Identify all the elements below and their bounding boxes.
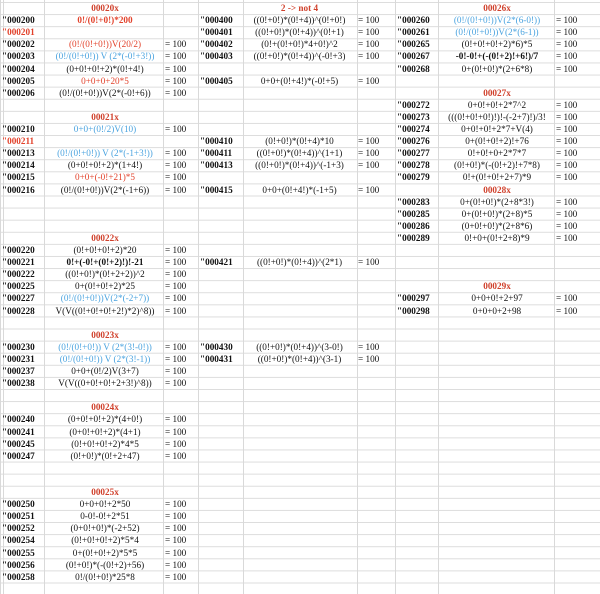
result-cell[interactable]: = 100 bbox=[358, 51, 380, 62]
row-id-cell[interactable]: "000214 bbox=[2, 160, 35, 171]
group-header: 00027x bbox=[483, 87, 511, 98]
result-cell[interactable]: = 100 bbox=[556, 51, 578, 62]
result-cell[interactable]: = 100 bbox=[165, 184, 187, 195]
expression-cell[interactable]: 0!+(0!+0!+2+7)*9 bbox=[462, 172, 532, 183]
row-id-cell[interactable]: "000274 bbox=[397, 124, 430, 134]
result-cell[interactable]: = 100 bbox=[556, 208, 578, 219]
group-header: 00023x bbox=[91, 329, 119, 340]
result-cell[interactable]: = 100 bbox=[165, 571, 187, 582]
expression-cell[interactable]: 0+0!+0!+2*7^2 bbox=[467, 99, 527, 110]
row-id-cell[interactable]: "000222 bbox=[2, 269, 35, 280]
result-cell[interactable]: = 100 bbox=[165, 450, 187, 461]
table-row bbox=[2, 353, 205, 365]
row-id-cell[interactable]: "000204 bbox=[2, 63, 35, 74]
gridline bbox=[395, 0, 396, 594]
result-cell[interactable]: = 100 bbox=[358, 341, 380, 352]
result-cell[interactable]: = 100 bbox=[165, 414, 187, 425]
expression-cell[interactable]: 0+0+0!+2*50 bbox=[79, 499, 131, 510]
table-row bbox=[200, 63, 398, 75]
expression-cell[interactable]: (0!/(0!+0!))V(2*(-2+7)) bbox=[60, 293, 150, 304]
table-row bbox=[2, 559, 205, 571]
row-id-cell[interactable]: "000265 bbox=[397, 39, 430, 50]
result-cell[interactable]: = 100 bbox=[165, 438, 187, 449]
result-cell[interactable]: = 100 bbox=[556, 63, 578, 74]
expression-cell[interactable]: (0!+0!)*(-(0!+2)!+7*8) bbox=[454, 160, 540, 171]
table-row bbox=[397, 111, 596, 123]
table-row bbox=[2, 159, 205, 171]
table-row bbox=[397, 208, 596, 220]
result-cell[interactable]: = 100 bbox=[556, 136, 578, 147]
table-row bbox=[2, 63, 205, 75]
expression-cell[interactable]: ((0!+0!)*(0!+4))^(2*1) bbox=[256, 257, 343, 268]
row-id-cell[interactable]: "000225 bbox=[2, 281, 35, 292]
table-row bbox=[2, 413, 205, 425]
result-cell[interactable]: = 100 bbox=[556, 27, 578, 38]
row-id-cell[interactable]: "000228 bbox=[2, 305, 35, 316]
result-cell[interactable]: = 100 bbox=[165, 63, 187, 74]
row-id-cell[interactable]: "000298 bbox=[397, 305, 430, 316]
result-cell[interactable]: = 100 bbox=[165, 547, 187, 558]
row-id-cell[interactable]: "000202 bbox=[2, 39, 35, 50]
group-header: 00024x bbox=[91, 402, 119, 413]
row-id-cell[interactable]: "000272 bbox=[397, 99, 430, 110]
expression-cell[interactable]: 0+0+(0!/2)V(3+7) bbox=[71, 366, 139, 376]
table-row bbox=[2, 50, 205, 62]
table-row bbox=[397, 147, 596, 159]
group-header: 00025x bbox=[91, 487, 119, 497]
expression-cell[interactable]: (0+0!+0!+2)*(4+1) bbox=[69, 426, 141, 437]
result-cell[interactable]: = 100 bbox=[165, 499, 187, 510]
table-row bbox=[2, 268, 205, 280]
row-id-cell[interactable]: "000415 bbox=[200, 184, 233, 195]
row-id-cell[interactable]: "000203 bbox=[2, 51, 35, 62]
expression-cell[interactable]: ((0!+0!)*(0!+4))^(0!+0!) bbox=[253, 15, 346, 26]
row-id-cell[interactable]: "000205 bbox=[2, 75, 35, 86]
gridline bbox=[243, 0, 244, 594]
table-row bbox=[2, 534, 205, 546]
expression-cell[interactable]: V(V((0+0!+0!+2+3!)^8)) bbox=[58, 378, 152, 389]
expression-cell[interactable]: (0!/(0!+0!)) V (2*(-1+3!)) bbox=[57, 148, 153, 159]
table-row bbox=[200, 14, 398, 26]
row-id-cell[interactable]: "000410 bbox=[200, 136, 233, 147]
result-cell[interactable]: = 100 bbox=[165, 341, 187, 352]
group-header: 00029x bbox=[483, 281, 511, 292]
expression-cell[interactable]: -0!-0!+(-(0!+2)!+6!)/7 bbox=[455, 51, 539, 62]
row-id-cell[interactable]: "000421 bbox=[200, 257, 233, 268]
row-id-cell[interactable]: "000411 bbox=[200, 148, 233, 159]
result-cell[interactable]: = 100 bbox=[358, 353, 380, 364]
result-cell[interactable]: = 100 bbox=[165, 172, 187, 183]
row-id-cell[interactable]: "000289 bbox=[397, 232, 430, 243]
result-cell[interactable]: = 100 bbox=[358, 15, 380, 26]
row-id-cell[interactable]: "000400 bbox=[200, 15, 233, 26]
table-row bbox=[2, 571, 205, 583]
table-row bbox=[2, 135, 205, 147]
result-cell[interactable]: = 100 bbox=[358, 148, 380, 159]
expression-cell[interactable]: (0!+0!+0!+2)*4*5 bbox=[71, 438, 139, 449]
row-id-cell[interactable]: "000273 bbox=[397, 111, 430, 122]
row-id-cell[interactable]: "000430 bbox=[200, 341, 233, 352]
result-cell[interactable]: = 100 bbox=[165, 245, 187, 255]
row-id-cell[interactable]: "000215 bbox=[2, 172, 35, 183]
table-row bbox=[2, 522, 205, 534]
row-id-cell[interactable]: "000238 bbox=[2, 378, 35, 389]
result-cell[interactable]: = 100 bbox=[556, 172, 578, 183]
group-header: 00028x bbox=[483, 184, 511, 195]
table-row bbox=[2, 341, 205, 353]
result-cell[interactable]: = 100 bbox=[165, 281, 187, 292]
table-row bbox=[2, 38, 205, 50]
expression-cell[interactable]: (0+0!+0!+2)*(0!+4!) bbox=[66, 63, 144, 74]
group-header: 2 -> not 4 bbox=[280, 3, 319, 13]
expression-cell[interactable]: 0+(0!+0!)*(2+8)*5 bbox=[461, 208, 533, 219]
group-header: 00022x bbox=[91, 232, 119, 243]
expression-cell[interactable]: (0!/(0!+0!))V(20/2) bbox=[68, 39, 142, 50]
table-row bbox=[397, 26, 596, 38]
result-cell[interactable]: = 100 bbox=[165, 51, 187, 62]
row-id-cell[interactable]: "000230 bbox=[2, 341, 35, 352]
expression-cell[interactable]: 0+0!+0!+2*7+V(4) bbox=[461, 124, 533, 134]
result-cell[interactable]: = 100 bbox=[358, 75, 380, 86]
table-row bbox=[397, 196, 596, 208]
expression-cell[interactable]: 0+0+(0!/2)V(10) bbox=[73, 124, 137, 134]
table-row bbox=[2, 26, 205, 38]
expression-cell[interactable]: 0+(0!+0!+2)*25 bbox=[75, 281, 135, 292]
row-id-cell[interactable]: "000402 bbox=[200, 39, 233, 50]
expression-cell[interactable]: (0!/(0!+0!)) V (2*(-0!+3!)) bbox=[55, 51, 155, 62]
table-row bbox=[397, 99, 596, 111]
result-cell[interactable]: = 100 bbox=[556, 15, 578, 26]
expression-cell[interactable]: (0!/(0!+0!))V(2*(-1+6)) bbox=[60, 184, 150, 195]
table-row bbox=[2, 280, 205, 292]
result-cell[interactable]: = 100 bbox=[358, 136, 380, 147]
result-cell[interactable]: = 100 bbox=[358, 27, 380, 38]
table-row bbox=[200, 75, 398, 87]
row-id-cell[interactable]: "000256 bbox=[2, 559, 35, 570]
table-row bbox=[200, 26, 398, 38]
row-id-cell[interactable]: "000258 bbox=[2, 571, 35, 582]
expression-cell[interactable]: 0+(0!+0!+2)!+76 bbox=[465, 136, 529, 147]
result-cell[interactable]: = 100 bbox=[165, 559, 187, 570]
expression-cell[interactable]: 0!+0+(0!+2+8)*9 bbox=[464, 232, 530, 243]
row-id-cell[interactable]: "000220 bbox=[2, 245, 35, 255]
table-row bbox=[397, 159, 596, 171]
result-cell[interactable]: = 100 bbox=[165, 511, 187, 522]
table-row bbox=[397, 38, 596, 50]
row-id-cell[interactable]: "000221 bbox=[2, 257, 35, 268]
row-id-cell[interactable]: "000276 bbox=[397, 136, 430, 147]
result-cell[interactable]: = 100 bbox=[358, 39, 380, 50]
result-cell[interactable]: = 100 bbox=[556, 39, 578, 50]
row-id-cell[interactable]: "000297 bbox=[397, 293, 430, 304]
table-row bbox=[200, 341, 398, 353]
row-id-cell[interactable]: "000250 bbox=[2, 499, 35, 510]
result-cell[interactable]: = 100 bbox=[165, 293, 187, 304]
expression-cell[interactable]: 0+0+(0!+4!)*(-0!+5) bbox=[260, 75, 339, 86]
expression-cell[interactable]: ((0!+0!)*(0!+4))^(0!+1) bbox=[255, 27, 344, 38]
result-cell[interactable]: = 100 bbox=[165, 366, 187, 376]
result-cell[interactable]: = 100 bbox=[556, 160, 578, 171]
row-id-cell[interactable]: "000237 bbox=[2, 366, 35, 376]
row-id-cell[interactable]: "000210 bbox=[2, 124, 35, 134]
row-id-cell[interactable]: "000252 bbox=[2, 523, 35, 534]
expression-cell[interactable]: ((0!+0!)*(0!+4))^(1+1) bbox=[256, 148, 343, 159]
result-cell[interactable]: = 100 bbox=[358, 257, 380, 268]
table-row bbox=[2, 510, 205, 522]
table-row bbox=[200, 184, 398, 196]
expression-cell[interactable]: 0!+0!+0+2*7*7 bbox=[467, 148, 527, 159]
expression-cell[interactable]: 0!+(-0!+(0!+2)!)!-21 bbox=[66, 257, 144, 268]
row-id-cell[interactable]: "000261 bbox=[397, 27, 430, 38]
table-row bbox=[200, 50, 398, 62]
expression-cell[interactable]: 0+0+0+2+98 bbox=[472, 305, 522, 316]
result-cell[interactable]: = 100 bbox=[165, 148, 187, 159]
table-row bbox=[200, 159, 398, 171]
table-row bbox=[397, 14, 596, 26]
result-cell[interactable]: = 100 bbox=[358, 160, 380, 171]
expression-cell[interactable]: 0+0+0!+2+97 bbox=[471, 293, 523, 304]
table-row bbox=[397, 220, 596, 232]
row-id-cell[interactable]: "000251 bbox=[2, 511, 35, 522]
table-row bbox=[2, 292, 205, 304]
table-row bbox=[200, 147, 398, 159]
table-row bbox=[2, 14, 205, 26]
table-row bbox=[200, 38, 398, 50]
expression-cell[interactable]: 0+(0!+0!)*(2+6*8) bbox=[461, 63, 533, 74]
expression-cell[interactable]: (0!/(0!+0!)) V (2*(3!-1)) bbox=[59, 353, 151, 364]
table-row bbox=[2, 123, 205, 135]
table-row bbox=[397, 50, 596, 62]
table-row bbox=[200, 135, 398, 147]
row-id-cell[interactable]: "000213 bbox=[2, 148, 35, 159]
expression-cell[interactable]: (0+0!+0!+2)*(4+0!) bbox=[67, 414, 143, 425]
row-id-cell[interactable]: "000206 bbox=[2, 87, 35, 98]
result-cell[interactable]: = 100 bbox=[165, 75, 187, 86]
result-cell[interactable]: = 100 bbox=[556, 305, 578, 316]
expression-cell[interactable]: (0!/(0!+0!)) V (2*(3!-0!)) bbox=[58, 341, 152, 352]
expression-cell[interactable]: (0+0!+0!)*(2+8*6) bbox=[461, 220, 533, 231]
group-header: 00021x bbox=[91, 111, 119, 122]
table-row bbox=[2, 184, 205, 196]
expression-cell[interactable]: 0+0+(-0!+21)*5 bbox=[75, 172, 135, 183]
row-id-cell[interactable]: "000285 bbox=[397, 208, 430, 219]
expression-cell[interactable]: (0!+0!)*(0!+4)*10 bbox=[265, 136, 334, 147]
result-cell[interactable]: = 100 bbox=[556, 111, 578, 122]
result-cell[interactable]: = 100 bbox=[556, 232, 578, 243]
table-row bbox=[2, 426, 205, 438]
table-row bbox=[2, 87, 205, 99]
table-row bbox=[200, 353, 398, 365]
result-cell[interactable]: = 100 bbox=[165, 378, 187, 389]
result-cell[interactable]: = 100 bbox=[556, 293, 578, 304]
expression-cell[interactable]: ((0!+0!)*(0!+2+2))^2 bbox=[65, 269, 145, 280]
table-row bbox=[2, 305, 205, 317]
group-header: 00026x bbox=[483, 3, 511, 13]
table-row bbox=[397, 63, 596, 75]
table-row bbox=[397, 123, 596, 135]
table-row bbox=[397, 292, 596, 304]
table-row bbox=[2, 256, 205, 268]
expression-cell[interactable]: V(V((0!+0!+0!+2!)*2)^8)) bbox=[55, 305, 155, 316]
row-id-cell[interactable]: "000201 bbox=[2, 27, 35, 38]
row-id-cell[interactable]: "000278 bbox=[397, 160, 430, 171]
table-row bbox=[2, 365, 205, 377]
table-row bbox=[2, 438, 205, 450]
row-id-cell[interactable]: "000200 bbox=[2, 15, 35, 26]
table-row bbox=[2, 547, 205, 559]
expression-cell[interactable]: ((0!+0!)*(0!+4))^(-1+3) bbox=[255, 160, 344, 171]
row-id-cell[interactable]: "000211 bbox=[2, 136, 35, 147]
table-row bbox=[2, 147, 205, 159]
row-id-cell[interactable]: "000286 bbox=[397, 220, 430, 231]
table-row bbox=[200, 171, 398, 183]
result-cell[interactable]: = 100 bbox=[165, 160, 187, 171]
expression-cell[interactable]: ((0!+0!)*(0!+4))^(3-0!) bbox=[256, 341, 343, 352]
row-id-cell[interactable]: "000247 bbox=[2, 450, 35, 461]
result-cell[interactable]: = 100 bbox=[358, 184, 380, 195]
result-cell[interactable]: = 100 bbox=[556, 196, 578, 207]
result-cell[interactable]: = 100 bbox=[556, 99, 578, 110]
table-row bbox=[2, 450, 205, 462]
expression-cell[interactable]: 0+(0!+0!+2)*5*5 bbox=[72, 547, 138, 558]
expression-cell[interactable]: (0!+0!+0!+2)*20 bbox=[73, 245, 137, 255]
result-cell[interactable]: = 100 bbox=[556, 148, 578, 159]
expression-cell[interactable]: ((0!+0!)*(0!+4))^(3-1) bbox=[257, 353, 342, 364]
expression-cell[interactable]: 0+0+(0!+4!)*(-1+5) bbox=[262, 184, 337, 195]
row-id-cell[interactable]: "000255 bbox=[2, 547, 35, 558]
expression-cell[interactable]: (0!+0!+0!+2)*6)*5 bbox=[461, 39, 533, 50]
expression-cell[interactable]: ((0!+0!)*(0!+4))^(-0!+3) bbox=[253, 51, 346, 62]
row-id-cell[interactable]: "000245 bbox=[2, 438, 35, 449]
result-cell[interactable]: = 100 bbox=[556, 124, 578, 134]
row-id-cell[interactable]: "000268 bbox=[397, 63, 430, 74]
table-row bbox=[397, 135, 596, 147]
row-id-cell[interactable]: "000227 bbox=[2, 293, 35, 304]
row-id-cell[interactable]: "000267 bbox=[397, 51, 430, 62]
row-id-cell[interactable]: "000241 bbox=[2, 426, 35, 437]
result-cell[interactable]: = 100 bbox=[165, 523, 187, 534]
expression-cell[interactable]: (0!+0!)*(0!+2+47) bbox=[70, 450, 140, 461]
result-cell[interactable]: = 100 bbox=[165, 305, 187, 316]
result-cell[interactable]: = 100 bbox=[165, 39, 187, 50]
expression-cell[interactable]: 0+(0!+0!)*(2+8*3!) bbox=[460, 196, 534, 207]
table-row bbox=[2, 75, 205, 87]
table-row bbox=[397, 232, 596, 244]
table-row bbox=[2, 171, 205, 183]
table-row bbox=[397, 305, 596, 317]
row-id-cell[interactable]: "000279 bbox=[397, 172, 430, 183]
row-id-cell[interactable]: "000431 bbox=[200, 353, 233, 364]
expression-cell[interactable]: (0!/(0!+0!))V(2*(6-0!)) bbox=[453, 15, 541, 26]
row-id-cell[interactable]: "000405 bbox=[200, 75, 233, 86]
row-id-cell[interactable]: "000277 bbox=[397, 148, 430, 159]
result-cell[interactable]: = 100 bbox=[165, 87, 187, 98]
gridline bbox=[357, 0, 358, 594]
expression-cell[interactable]: (0+0!+0!)*(-2+52) bbox=[70, 523, 140, 534]
expression-cell[interactable]: 0-0!-0!+2*51 bbox=[80, 511, 130, 522]
expression-cell[interactable]: (0!+0!)*(-(0!+2)+56) bbox=[65, 559, 145, 570]
row-id-cell[interactable]: "000403 bbox=[200, 51, 233, 62]
expression-cell[interactable]: 0!/(0!+0!)*200 bbox=[77, 15, 133, 26]
table-row bbox=[2, 498, 205, 510]
result-cell[interactable]: = 100 bbox=[165, 535, 187, 546]
row-id-cell[interactable]: "000401 bbox=[200, 27, 233, 38]
table-row bbox=[200, 256, 398, 268]
row-id-cell[interactable]: "000231 bbox=[2, 353, 35, 364]
result-cell[interactable]: = 100 bbox=[165, 353, 187, 364]
row-id-cell[interactable]: "000413 bbox=[200, 160, 233, 171]
expression-cell[interactable]: (0!+0!+0!+2)*5*4 bbox=[71, 535, 139, 546]
result-cell[interactable]: = 100 bbox=[165, 124, 187, 134]
expression-cell[interactable]: (0+0!+0!+2)*(1+4!) bbox=[67, 160, 143, 171]
row-id-cell[interactable]: "000240 bbox=[2, 414, 35, 425]
expression-cell[interactable]: (0!/(0!+0!))V(2*(6-1)) bbox=[455, 27, 539, 38]
expression-cell[interactable]: (((0!+0!+0!)!)!-(-2+7)!)/3! bbox=[448, 111, 546, 122]
expression-cell[interactable]: 0!/(0!+0!)*25*8 bbox=[75, 571, 135, 582]
result-cell[interactable]: = 100 bbox=[165, 269, 187, 280]
group-header: 00020x bbox=[91, 3, 119, 13]
row-id-cell[interactable]: "000260 bbox=[397, 15, 430, 26]
row-id-cell[interactable]: "000254 bbox=[2, 535, 35, 546]
expression-cell[interactable]: 0+0+0+20*5 bbox=[81, 75, 129, 86]
expression-cell[interactable]: (0!/(0!+0!))V(2*(-0!+6)) bbox=[59, 87, 151, 98]
result-cell[interactable]: = 100 bbox=[165, 426, 187, 437]
result-cell[interactable]: = 100 bbox=[165, 257, 187, 268]
row-id-cell[interactable]: "000283 bbox=[397, 196, 430, 207]
table-row bbox=[2, 377, 205, 389]
table-row bbox=[397, 171, 596, 183]
table-row bbox=[2, 244, 205, 256]
result-cell[interactable]: = 100 bbox=[556, 220, 578, 231]
row-id-cell[interactable]: "000216 bbox=[2, 184, 35, 195]
expression-cell[interactable]: (0!+(0!+0!)*4+0!)^2 bbox=[261, 39, 338, 50]
